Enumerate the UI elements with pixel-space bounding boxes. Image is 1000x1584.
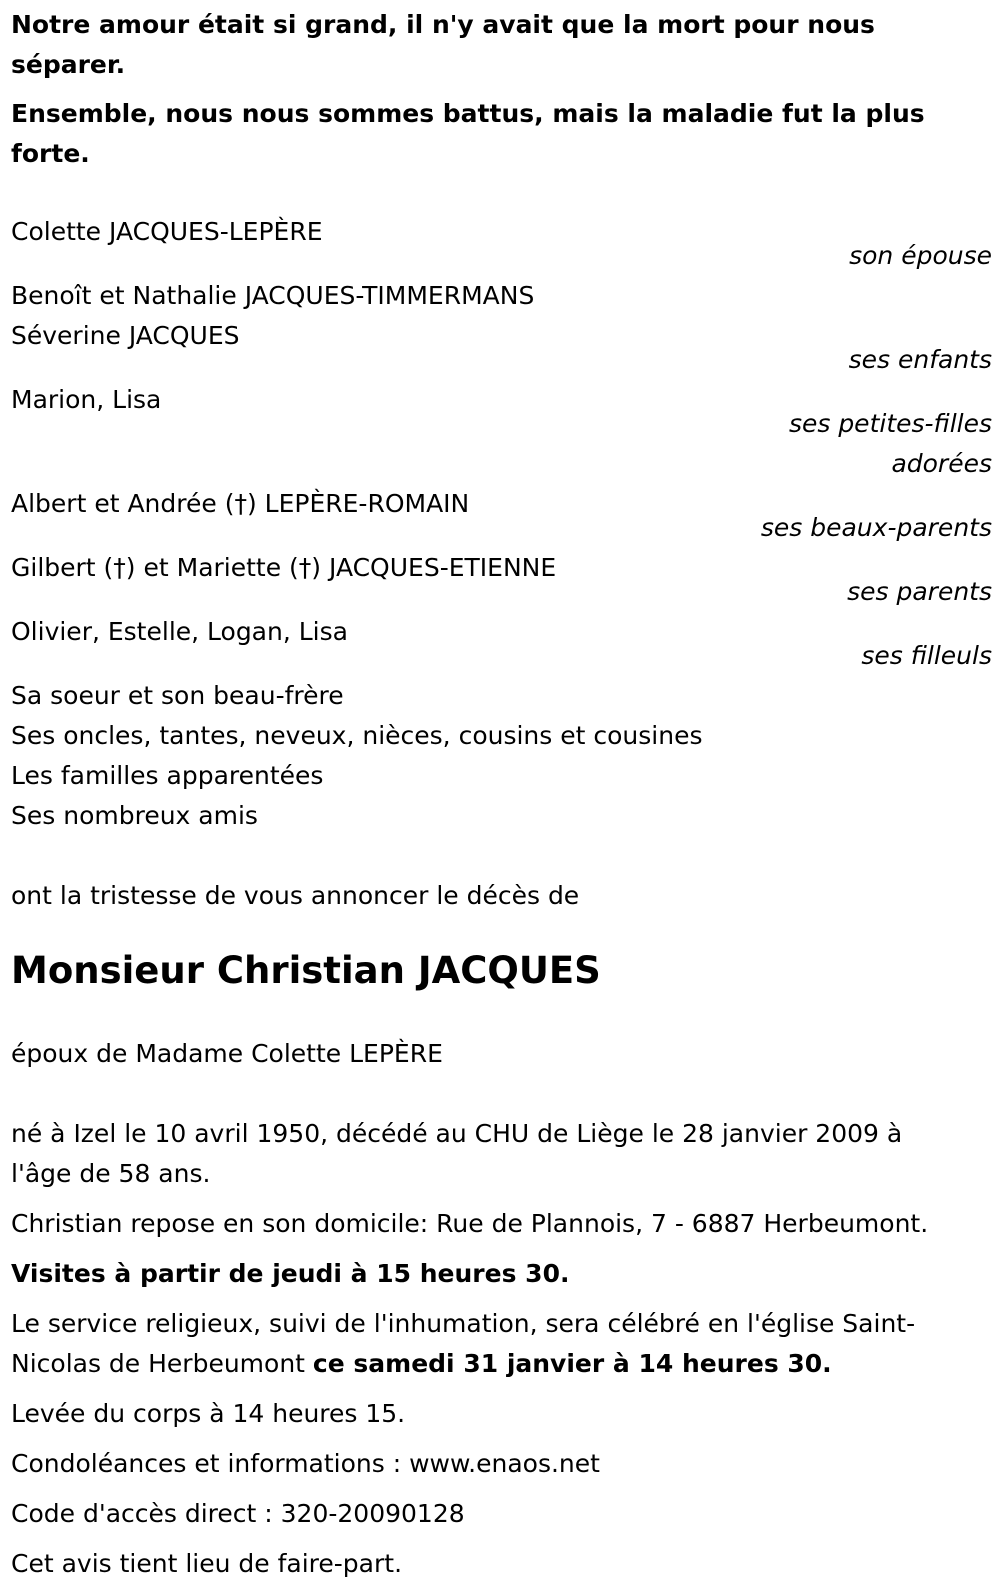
grandchildren-names: Marion, Lisa [11, 385, 162, 414]
service-line-1: Le service religieux, suivi de l'inhumation, sera célébré en l'église Saint- [11, 1309, 916, 1338]
intro-line-1: Notre amour était si grand, il n'y avait que la mort pour nous séparer. [11, 10, 875, 79]
details [11, 1114, 992, 1584]
deceased-name: Monsieur Christian JACQUES [11, 949, 601, 992]
birth-death-line-1: né à Izel le 10 avril 1950, décédé au CHU de Liège le 28 janvier 2009 à [11, 1119, 903, 1148]
intro-quote [11, 5, 992, 174]
grandchildren-role-2: adorées [891, 449, 992, 478]
godchildren-names: Olivier, Estelle, Logan, Lisa [11, 617, 348, 646]
other-relative-line: Sa soeur et son beau-frère [11, 681, 344, 710]
other-relative-line: Les familles apparentées [11, 761, 324, 790]
service-location: Nicolas de Herbeumont [11, 1349, 313, 1378]
children-line-2: Séverine JACQUES [11, 321, 240, 350]
repose-text: Christian repose en son domicile: Rue de Plannois, 7 - 6887 Herbeumont. [11, 1209, 929, 1238]
other-relatives [11, 676, 992, 836]
service-line-2 [11, 1344, 992, 1384]
grandchildren-role-1: ses petites-filles [788, 409, 992, 438]
children-line-1: Benoît et Nathalie JACQUES-TIMMERMANS [11, 281, 535, 310]
spouse-name: Colette JACQUES-LEPÈRE [11, 217, 323, 246]
parents-names: Gilbert (†) et Mariette (†) JACQUES-ETIENNE [11, 553, 557, 582]
visits-text: Visites à partir de jeudi à 15 heures 30. [11, 1259, 570, 1288]
other-relative-line: Ses oncles, tantes, neveux, nièces, cousins et cousines [11, 721, 703, 750]
faire-part-text: Cet avis tient lieu de faire-part. [11, 1549, 403, 1578]
spouse-role: son épouse [849, 241, 992, 270]
godchildren-role: ses filleuls [861, 641, 992, 670]
inlaws-role: ses beaux-parents [760, 513, 992, 542]
obituary-notice [11, 0, 992, 1584]
service-date: ce samedi 31 janvier à 14 heures 30. [312, 1349, 832, 1378]
birth-death-line-2: l'âge de 58 ans. [11, 1159, 211, 1188]
condolences-text: Condoléances et informations : www.enaos.net [11, 1449, 600, 1478]
intro-line-2: Ensemble, nous nous sommes battus, mais la maladie fut la plus forte. [11, 99, 925, 168]
children-role: ses enfants [848, 345, 992, 374]
parents-role: ses parents [847, 577, 992, 606]
inlaws-names: Albert et Andrée (†) LEPÈRE-ROMAIN [11, 489, 470, 518]
access-code-text: Code d'accès direct : 320-20090128 [11, 1499, 465, 1528]
family-list [11, 212, 992, 836]
levee-text: Levée du corps à 14 heures 15. [11, 1399, 406, 1428]
other-relative-line: Ses nombreux amis [11, 801, 258, 830]
spouse-of: époux de Madame Colette LEPÈRE [11, 1039, 443, 1068]
announcement: ont la tristesse de vous annoncer le décès de [11, 881, 580, 910]
